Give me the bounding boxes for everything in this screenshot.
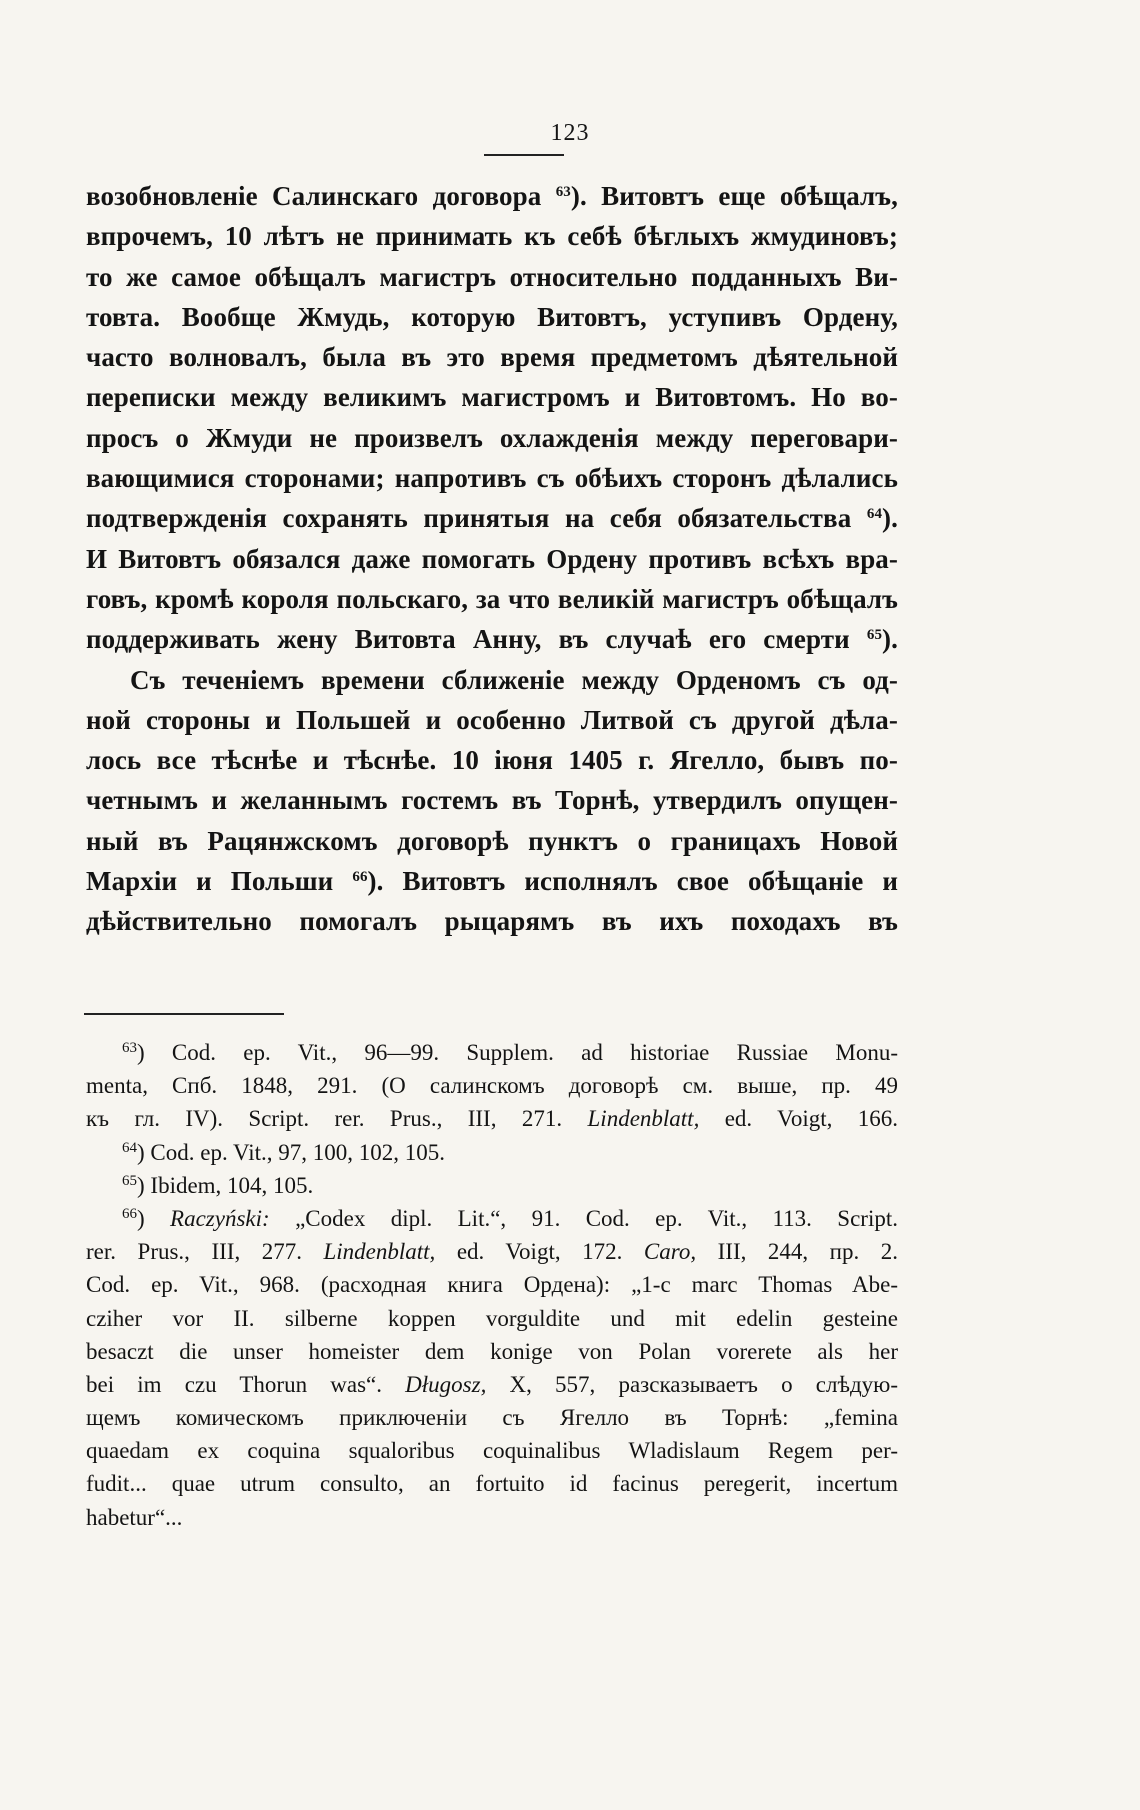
text-line	[86, 377, 898, 417]
footnote-line	[86, 1102, 898, 1135]
text-line	[86, 257, 898, 297]
footnote-number: 64	[122, 1139, 137, 1156]
footnote-text: bei im czu Thorun was“.	[86, 1371, 406, 1397]
footnote-text: „Codex dipl. Lit.“, 91. Cod. ep. Vit., 113. Script.	[269, 1205, 898, 1231]
italic-author: Lindenblatt,	[323, 1239, 436, 1265]
footnote-line	[86, 1235, 898, 1268]
italic-author: Caro,	[643, 1239, 697, 1265]
text-segment: возобновленіе Салинскаго договора	[86, 181, 556, 211]
footnote-text: rer. Prus., III, 277.	[86, 1239, 324, 1265]
footnote-line	[86, 1202, 898, 1235]
footnote-text: menta, Спб. 1848, 291. (О салинскомъ договорѣ см. выше, пр. 49	[86, 1073, 898, 1099]
text-segment: И Витовтъ обязался даже помогать Ордену противъ всѣхъ вра-	[86, 543, 898, 574]
footnote-text: fudit... quae utrum consulto, an fortuito id facinus peregerit, incertum	[86, 1471, 898, 1497]
footnote-text: ) Ibidem, 104, 105.	[137, 1172, 314, 1198]
footnote-line	[86, 1401, 898, 1434]
text-segment: ной стороны и Польшей и особенно Литвой съ другой дѣла-	[86, 704, 898, 735]
text-line	[86, 861, 898, 901]
text-line	[86, 740, 898, 780]
page-number: 123	[550, 120, 590, 146]
text-segment: ).	[882, 624, 898, 655]
text-segment: часто волновалъ, была въ это время предметомъ дѣятельной	[86, 342, 898, 373]
footnote-ref: 63	[555, 184, 571, 200]
footnote-text: quaedam ex coquina squaloribus coquinalibus Wladislaum Regem per-	[86, 1438, 898, 1464]
text-segment: то же самое обѣщалъ магистръ относительно подданныхъ Ви-	[86, 261, 898, 292]
text-line	[86, 498, 898, 538]
text-line	[86, 539, 898, 579]
footnote-ref: 64	[866, 506, 883, 523]
text-segment: просъ о Жмуди не произвелъ охлажденія между переговари-	[86, 422, 898, 453]
footnote-text: )	[137, 1205, 171, 1231]
footnote-line	[86, 1136, 898, 1169]
text-segment: ).	[882, 503, 898, 534]
footnote-line	[86, 1368, 898, 1401]
header-rule	[484, 154, 564, 156]
text-line	[86, 901, 898, 941]
text-line	[86, 176, 898, 216]
body-text	[86, 176, 898, 942]
footnote-line	[86, 1434, 898, 1467]
footnote-text: ) Cod. ep. Vit., 96—99. Supplem. ad historiae Russiae Monu-	[137, 1040, 898, 1065]
text-line	[86, 821, 898, 861]
footnote-text: cziher vor II. silberne koppen vorguldite und mit edelin gesteine	[86, 1305, 898, 1331]
footnote-ref: 65	[866, 627, 883, 644]
text-segment: товта. Вообще Жмудь, которую Витовтъ, уступивъ Ордену,	[86, 301, 898, 332]
text-segment: поддерживать жену Витовта Анну, въ случаѣ его смерти	[86, 624, 867, 655]
footnote-number: 65	[122, 1172, 137, 1189]
footnote-text: ) Cod. ep. Vit., 97, 100, 102, 105.	[137, 1139, 446, 1165]
text-segment: ). Витовтъ еще обѣщалъ,	[570, 181, 898, 211]
footnote-line	[86, 1467, 898, 1500]
italic-author: Raczyński:	[170, 1205, 270, 1231]
text-segment: ). Витовтъ исполнялъ свое обѣщаніе и	[367, 866, 898, 897]
footnote-text: X, 557, разсказываетъ о слѣдую-	[486, 1371, 898, 1397]
footnote-text: habetur“...	[86, 1504, 183, 1530]
footnote-number: 63	[122, 1040, 137, 1056]
footnote-line	[86, 1335, 898, 1368]
footnote-text: besaczt die unser homeister dem konige von Polan vorerete als her	[86, 1338, 898, 1364]
italic-author: Długosz,	[405, 1371, 487, 1397]
footnote-text: щемъ комическомъ приключеніи съ Ягелло въ Торнѣ: „femina	[86, 1405, 898, 1431]
text-line	[86, 579, 898, 619]
footnote-line	[86, 1501, 898, 1534]
text-segment: лось все тѣснѣе и тѣснѣе. 10 іюня 1405 г. Ягелло, бывъ по-	[86, 745, 898, 776]
text-segment: Мархіи и Польши	[86, 866, 353, 897]
text-line	[86, 700, 898, 740]
footnote-text: къ гл. IV). Script. rer. Prus., III, 271.	[86, 1106, 588, 1132]
text-line	[86, 418, 898, 458]
text-line	[86, 458, 898, 498]
footnotes-block	[86, 1036, 898, 1534]
footnote-line	[86, 1169, 898, 1202]
text-segment: ный въ Рацянжскомъ договорѣ пунктъ о границахъ Новой	[86, 825, 898, 856]
text-segment: подтвержденія сохранять принятыя на себя обязательства	[86, 503, 867, 534]
footnote-line	[86, 1302, 898, 1335]
footnote-line	[86, 1036, 898, 1069]
text-line	[86, 337, 898, 377]
text-segment: четнымъ и желаннымъ гостемъ въ Торнѣ, утвердилъ опущен-	[86, 785, 898, 816]
text-line	[86, 297, 898, 337]
text-segment: говъ, кромѣ короля польскаго, за что великій магистръ обѣщалъ	[86, 583, 898, 614]
text-segment: вающимися сторонами; напротивъ съ обѣихъ сторонъ дѣлались	[86, 463, 898, 494]
text-line	[86, 780, 898, 820]
footnote-line	[86, 1069, 898, 1102]
footnote-ref: 66	[352, 869, 368, 886]
footnote-number: 66	[122, 1205, 137, 1222]
footnote-text: ed. Voigt, 166.	[699, 1106, 898, 1132]
footnote-text: Cod. ep. Vit., 968. (расходная книга Ордена): „1-c marc Thomas Abe-	[86, 1272, 898, 1298]
footnote-separator	[84, 1013, 284, 1015]
text-line	[86, 216, 898, 256]
text-segment: дѣйствительно помогалъ рыцарямъ въ ихъ походахъ въ	[86, 906, 898, 937]
footnote-text: III, 244, пр. 2.	[696, 1239, 898, 1265]
footnote-line	[86, 1268, 898, 1301]
footnote-text: ed. Voigt, 172.	[435, 1239, 644, 1265]
text-line	[86, 619, 898, 659]
text-segment: переписки между великимъ магистромъ и Витовтомъ. Но во-	[86, 382, 898, 413]
text-segment: Съ теченіемъ времени сближеніе между Орденомъ съ од-	[130, 664, 898, 695]
text-line	[86, 660, 898, 700]
text-segment: впрочемъ, 10 лѣтъ не принимать къ себѣ бѣглыхъ жмудиновъ;	[86, 221, 898, 252]
italic-author: Lindenblatt,	[587, 1106, 700, 1132]
